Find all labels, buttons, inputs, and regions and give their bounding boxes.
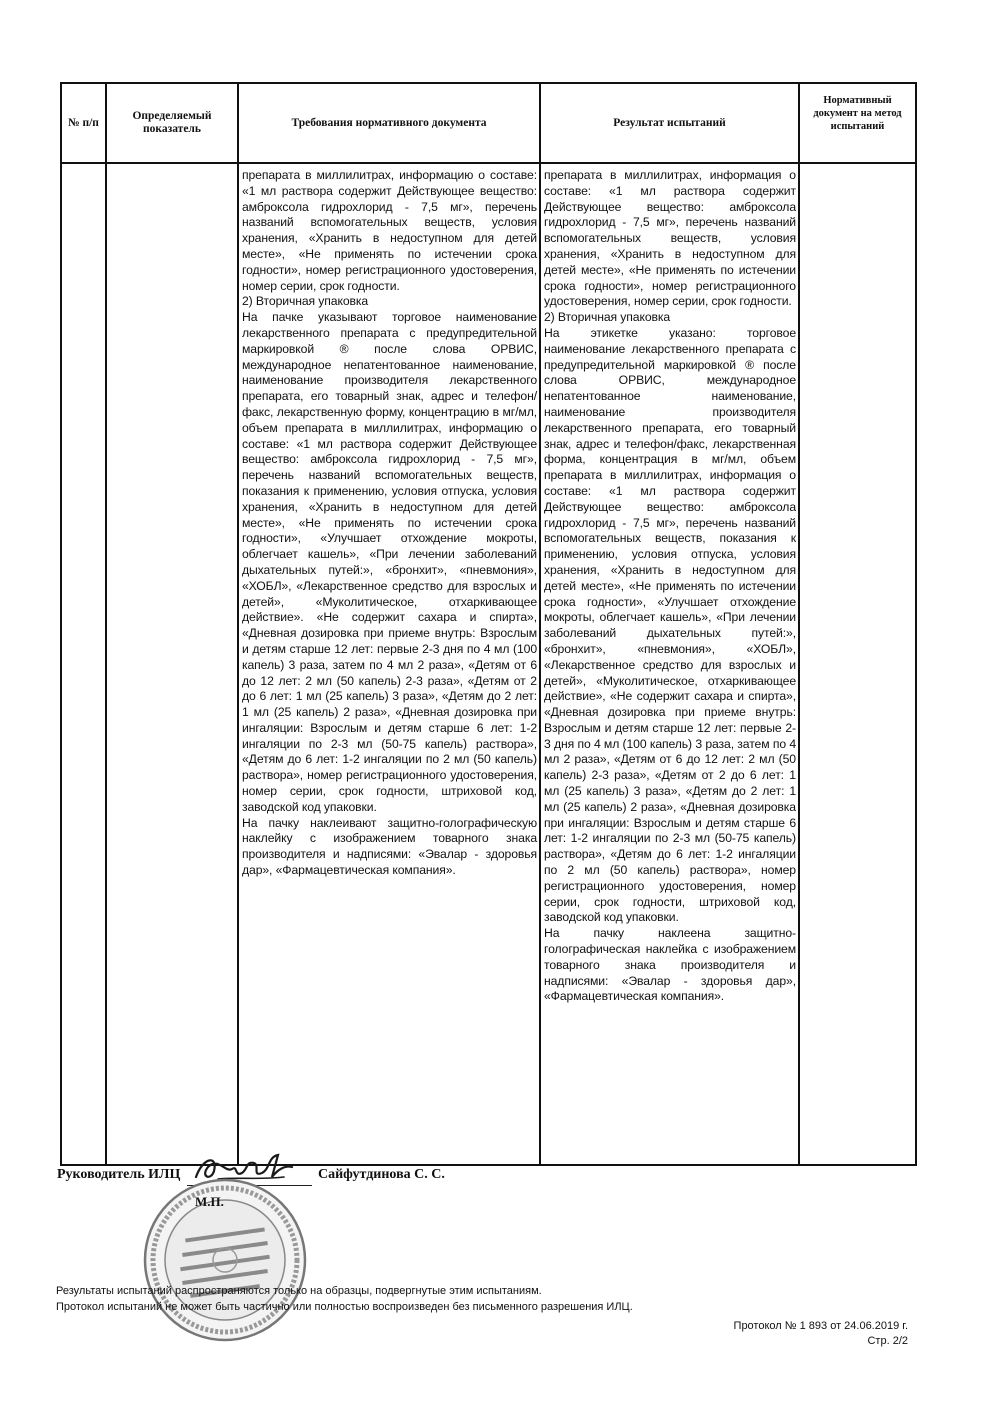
cell-requirements (238, 163, 540, 1165)
requirements-paragraph: На пачке указывают торговое наименование лекарственного препарата с предупредительной маркировкой ® после слова ОРВИС, международное непатентованное наименование, наименование производителя лекарственного препарата, его товарный знак, адрес и телефон/факс, лекарственную форму, концентрацию в мг/мл, объем препарата в миллилитрах, информацию о составе: «1 мл раствора содержит Действующее вещество: амброксола гидрохлорид - 7,5 мг», перечень названий вспомогательных веществ, показания к применению, условия отпуска, условия хранения, «Хранить в недоступном для детей месте», «Не применять по истечении срока годности», «Улучшает отхождение мокроты, облегчает кашель», «При лечении заболеваний дыхательных путей:», «бронхит», «пневмония», «ХОБЛ», «Лекарственное средство для взрослых и детей», «Муколитическое, отхаркивающее действие». «Не содержит сахара и спирта», «Дневная дозировка при приеме внутрь: Взрослым и детям старше 12 лет: первые 2-3 дня по 4 мл (100 капель) 3 раза, затем по 4 мл 2 раза», «Детям от 6 до 12 лет: 2 мл (50 капель) 2-3 раза», «Детям от 2 до 6 лет: 1 мл (25 капель) 3 раза», «Детям до 2 лет: 1 мл (25 капель) 2 раза», «Дневная дозировка при ингаляции: Взрослым и детям старше 6 лет: 1-2 ингаляции по 2-3 мл (50-75 капель) раствора», «Детям до 6 лет: 1-2 ингаляции по 2 мл (50 капель) раствора», номер регистрационного удостоверения, номер серии, срок годности, штриховой код, заводской код упаковки. (242, 310, 537, 814)
results-table (60, 82, 917, 1166)
organization-stamp (140, 1175, 310, 1345)
signatory-name: Сайфутдинова С. С. (318, 1167, 445, 1182)
protocol-number: Протокол № 1 893 от 24.06.2019 г. (733, 1320, 908, 1332)
result-paragraph: препарата в миллилитрах, информация о составе: «1 мл раствора содержит Действующее вещество: амброксола гидрохлорид - 7,5 мг», перечень названий вспомогательных веществ, условия хранения, «Хранить в недоступном для детей месте», «Не применять по истечении срока годности», номер регистрационного удостоверения, номер серии, срок годности. (544, 168, 796, 309)
cell-method (799, 163, 916, 1165)
header-indicator: Определяемый показатель (106, 83, 238, 163)
result-paragraph: 2) Вторичная упаковка (544, 310, 671, 325)
cell-result (540, 163, 799, 1165)
result-paragraph: На пачку наклеена защитно-голографическая наклейка с изображением товарного знака производителя и надписями: «Эвалар - здоровья дар», «Фармацевтическая компания». (544, 926, 796, 1004)
requirements-paragraph: 2) Вторичная упаковка (242, 294, 369, 309)
footer-note-2: Протокол испытаний не может быть частично или полностью воспроизведен без письменного разрешения ИЛЦ. (56, 1301, 633, 1313)
cell-num (61, 163, 106, 1165)
stamp-label: М.П. (195, 1194, 224, 1209)
header-method: Нормативный документ на метод испытаний (799, 83, 916, 163)
page-number: Стр. 2/2 (867, 1335, 908, 1347)
header-result: Результат испытаний (540, 83, 799, 163)
footer-note-1: Результаты испытаний распространяются только на образцы, подвергнутые этим испытаниям. (56, 1285, 542, 1297)
signature-role: Руководитель ИЛЦ (57, 1167, 181, 1182)
cell-indicator (106, 163, 238, 1165)
result-paragraph: На этикетке указано: торговое наименование лекарственного препарата с предупредительной маркировкой ® после слова ОРВИС, международное непатентованное наименование, наименование производителя лекарственного препарата, его товарный знак, адрес и телефон/факс, лекарственная форма, концентрация в мг/мл, объем препарата в миллилитрах, информация о составе: «1 мл раствора содержит Действующее вещество: амброксола гидрохлорид - 7,5 мг», перечень названий вспомогательных веществ, показания к применению, условия отпуска, условия хранения, «Хранить в недоступном для детей месте», «Не применять по истечении срока годности», «Улучшает отхождение мокроты, облегчает кашель», «При лечении заболеваний дыхательных путей:», «бронхит», «пневмония», «ХОБЛ», «Лекарственное средство для взрослых и детей», «Муколитическое, отхаркивающее действие», «Не содержит сахара и спирта», «Дневная дозировка при приеме внутрь: Взрослым и детям старше 12 лет: первые 2-3 дня по 4 мл (100 капель) 3 раза, затем по 4 мл 2 раза», «Детям от 6 до 12 лет: 2 мл (50 капель) 2-3 раза», «Детям от 2 до 6 лет: 1 мл (25 капель) 3 раза», «Детям до 2 лет: 1 мл (25 капель) 2 раза», «Дневная дозировка при ингаляции: Взрослым и детям старше 6 лет: 1-2 ингаляции по 2-3 мл (50-75 капель) раствора», «Детям до 6 лет: 1-2 ингаляции по 2 мл (50 капель) раствора», номер регистрационного удостоверения, номер серии, срок годности, штриховой код, заводской код упаковки. (544, 325, 796, 925)
table-header-row (61, 83, 916, 163)
requirements-paragraph: препарата в миллилитрах, информацию о составе: «1 мл раствора содержит Действующее вещество: амброксола гидрохлорид - 7,5 мг», перечень названий вспомогательных веществ, условия хранения, «Хранить в недоступном для детей месте», «Не применять по истечении срока годности», номер регистрационного удостоверения, номер серии, срок годности. (242, 168, 537, 293)
table-row (61, 163, 916, 1165)
requirements-paragraph: На пачку наклеивают защитно-голографическую наклейку с изображением товарного знака производителя и надписями: «Эвалар - здоровья дар», «Фармацевтическая компания». (242, 815, 537, 878)
header-num: № п/п (61, 83, 106, 163)
header-requirements: Требования нормативного документа (238, 83, 540, 163)
